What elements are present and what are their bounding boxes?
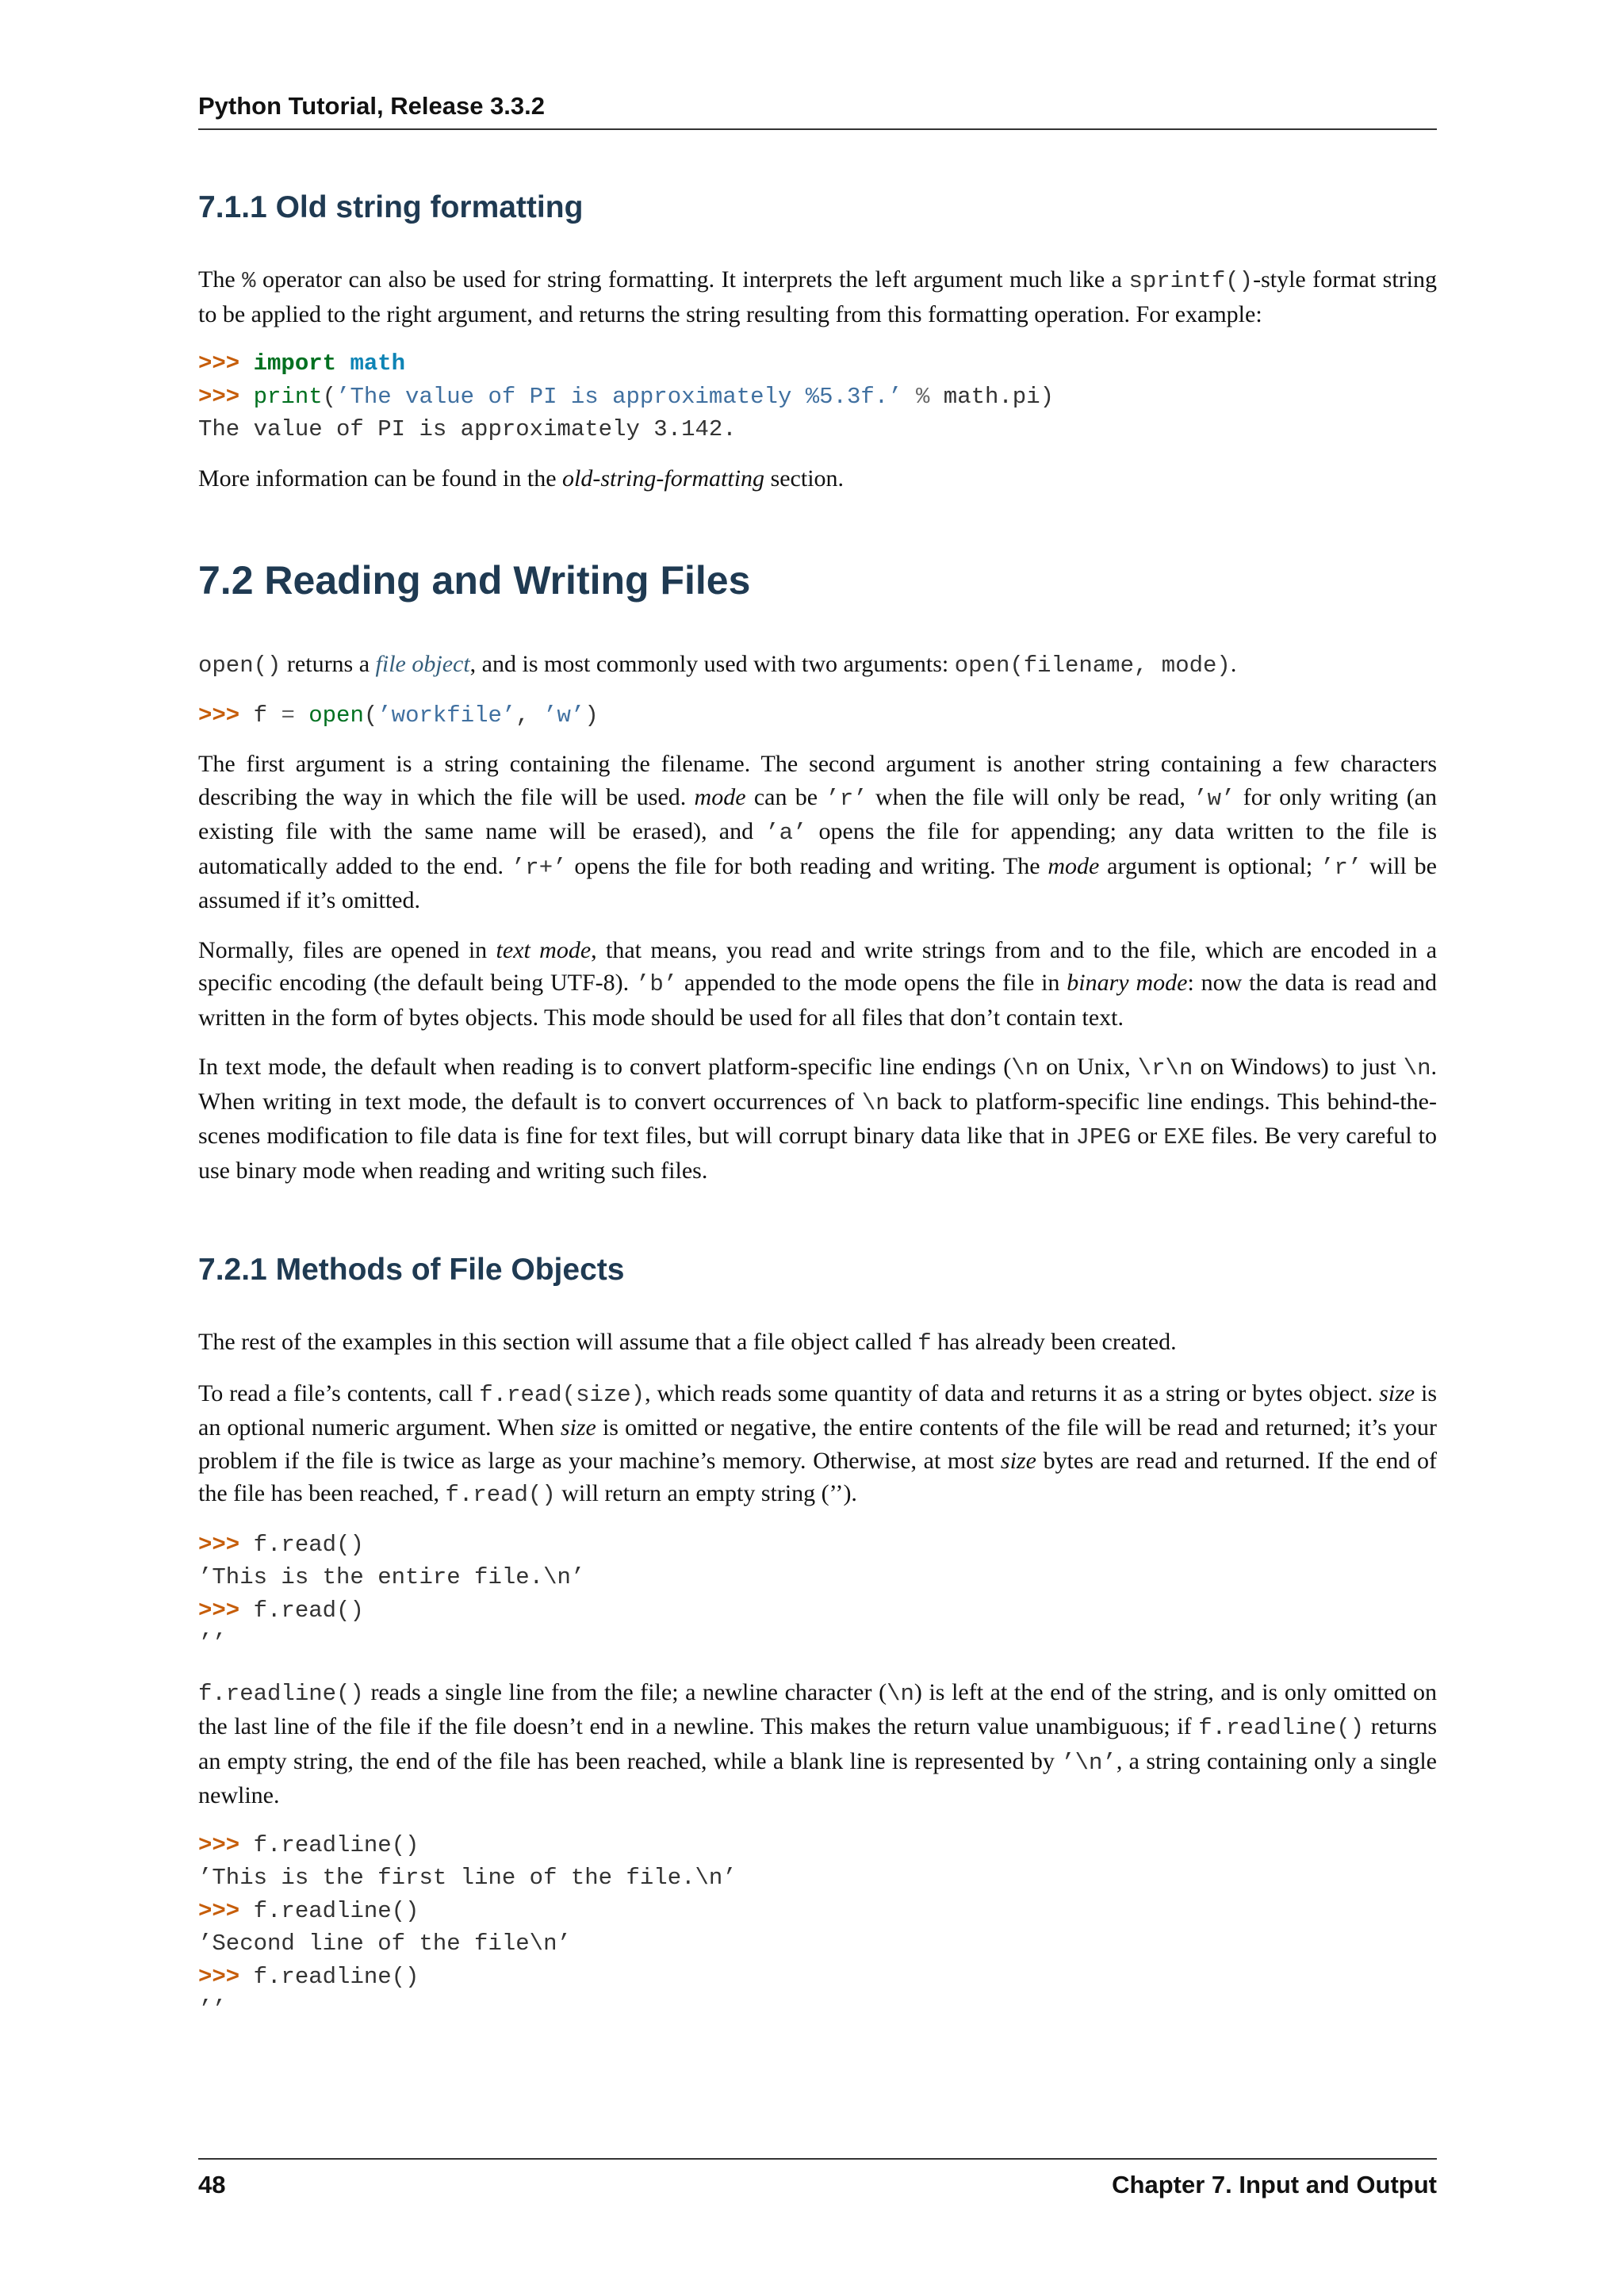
document-page [198,0,1437,2296]
running-header: Python Tutorial, Release 3.3.2 [198,92,546,120]
header-rule [198,128,1437,130]
paragraph-open-returns: open() returns a file object, and is most commonly used with two arguments: open(filename, mode). [198,651,1237,679]
footer-rule [198,2158,1437,2160]
section-heading-7-1-1: 7.1.1 Old string formatting [198,190,584,224]
paragraph-more-info: More information can be found in the old-string-formatting section. [198,465,845,492]
section-heading-7-2-1: 7.2.1 Methods of File Objects [198,1253,625,1287]
paragraph-read-size: To read a file’s contents, call f.read(size), which reads some quantity of data and returns it as a string or bytes object. size is an optional numeric argument. When size is omitted or negative, the entire contents of the file will be read and returned; it’s your problem if the file is twice as large as your machine’s memory. Otherwise, at most size bytes are read and returned. If the end of the file has been reached, f.read() will return an empty string (’’). [198,1380,1438,1508]
code-block-open-example: >>> f = open(’workfile’, ’w’) [198,702,599,729]
reference-old-string-formatting[interactable]: old-string-formatting [562,465,765,492]
paragraph-readline: f.readline() reads a single line from the file; a newline character (\n) is left at the end of the string, and is only omitted on the last line of the file if the file doesn’t end in a newline. This makes the return value unambiguous; if f.readline() returns an empty string, the end of the file has been reached, while a blank line is represented by ’\n’, a string containing only a single newline. [198,1678,1437,1808]
paragraph-mode-argument: The first argument is a string containing the filename. The second argument is another string containing a few characters describing the way in which the file will be used. mode can be ’r’ when the file will only be read, ’w’ for only writing (an existing file with the same name will be erased), and ’a’ opens the file for appending; any data written to the file is automatically added to the end. ’r+’ opens the file for both reading and writing. The mode argument is optional; ’r’ will be assumed if it’s omitted. [198,751,1438,913]
paragraph-line-endings: In text mode, the default when reading is to convert platform-specific line endings (\n on Unix, \r\n on Windows) to just \n. When writing in text mode, the default is to convert occurrences of \n back to platform-specific line endings. This behind-the-scenes modification to file data is fine for text files, but will corrupt binary data like that in JPEG or EXE files. Be very careful to use binary mode when reading and writing such files. [198,1054,1437,1184]
paragraph-file-object-f: The rest of the examples in this section will assume that a file object called f has already been created. [198,1329,1177,1357]
page-number: 48 [198,2171,226,2198]
code-block-pi-example: >>> import math >>> print(’The value of PI is approximately %5.3f.’ % math.pi) The value of PI is approximately 3.142. [198,350,1055,442]
paragraph-text-mode: Normally, files are opened in text mode, that means, you read and write strings from and to the file, which are encoded in a specific encoding (the default being UTF-8). ’b’ appended to the mode opens the file in binary mode: now the data is read and written in the form of bytes objects. This mode should be used for all files that don’t contain text. [198,936,1438,1031]
paragraph-old-formatting-intro: The % operator can also be used for string formatting. It interprets the left argument much like a sprintf()-style format string to be applied to the right argument, and returns the string resulting from this formatting operation. For example: [198,266,1438,327]
chapter-title: Chapter 7. Input and Output [1112,2171,1437,2198]
code-block-readline-example: >>> f.readline() ’This is the first line of the file.\n’ >>> f.readline() ’Second line of the file\n’ >>> f.readline() ’’ [198,1831,737,2022]
page-content [198,190,1437,2042]
code-block-read-example: >>> f.read() ’This is the entire file.\n’ >>> f.read() ’’ [198,1531,585,1656]
section-heading-7-2: 7.2 Reading and Writing Files [198,558,751,603]
file-object-link[interactable]: file object [375,651,470,677]
